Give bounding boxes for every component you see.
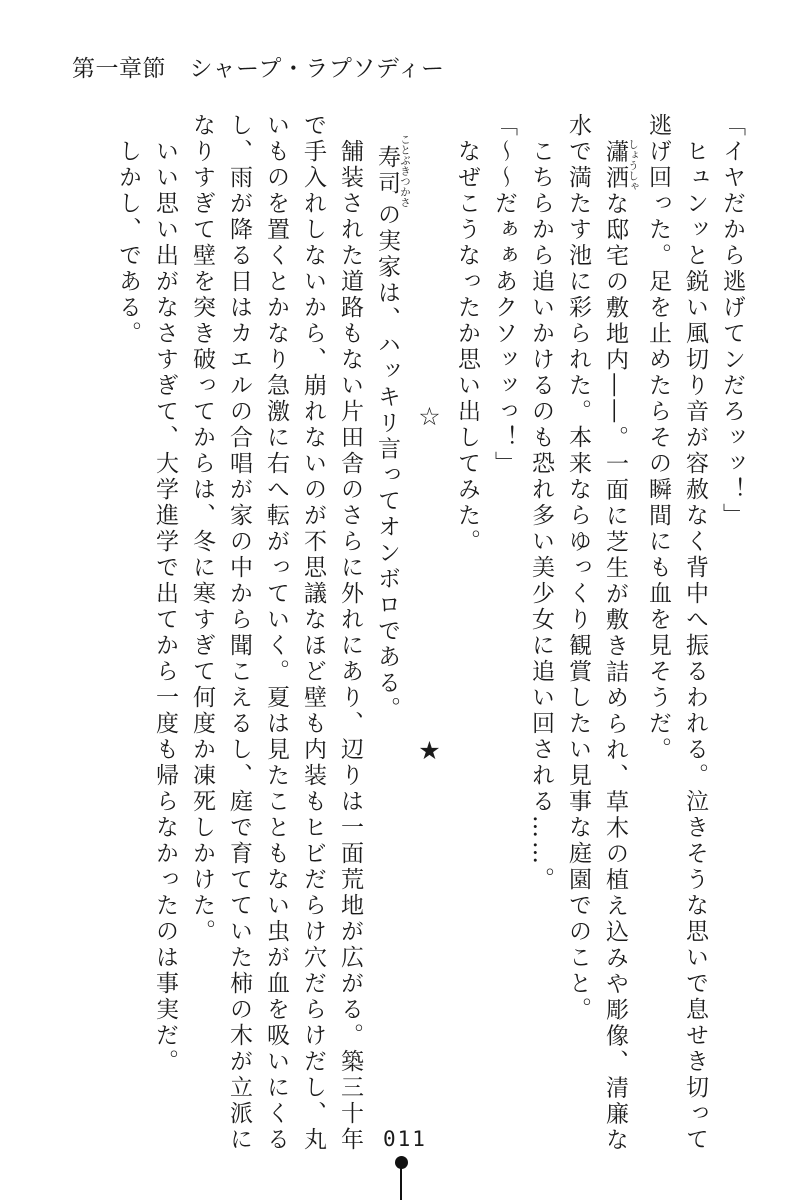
star-open-icon: ☆ — [415, 402, 444, 431]
furigana: ことぶきつかさ — [399, 134, 411, 208]
star-filled-icon: ★ — [415, 736, 444, 765]
text-column: 瀟洒 しょうしゃな邸宅の敷地内――。一面に芝生が敷き詰められ、草木の植え込みや彫像、清廉な — [602, 138, 639, 1154]
text-column: し、雨が降る日はカエルの合唱が家の中から聞こえるし、庭で育てていた柿の木が立派に — [226, 113, 252, 1153]
text-column: なぜこうなったか思い出してみた。 — [454, 113, 480, 555]
text-column: 寿司 ことぶきつかさの実家は、ハッキリ言ってオンボロである。 — [374, 134, 411, 723]
text-column: こちらから追いかけるのも恐れ多い美少女に追い回される……。 — [528, 113, 554, 893]
text-column: で手入れしないから、崩れないのが不思議なほど壁も内装もヒビだらけ穴だらけだし、丸 — [300, 113, 326, 1153]
chapter-running-head: 第一章節 シャープ・ラプソディー — [72, 56, 445, 82]
text-column: 舗装された道路もない片田舎のさらに外れにあり、辺りは一面荒地が広がる。築三十年 — [337, 113, 363, 1153]
text-column: 「～～だぁぁあクソッッっ！」 — [491, 113, 517, 477]
spine-mark-line — [400, 1167, 402, 1200]
text-column: 水で満たす池に彩られた。本来ならゆっくり観賞したい見事な庭園でのこと。 — [565, 113, 591, 1023]
text-column: 「イヤだから逃げてンだろッッ！」 — [719, 113, 745, 529]
text-column: しかし、である。 — [115, 113, 141, 347]
text-columns — [109, 113, 750, 1159]
ruby-annotated-word: 寿司 ことぶきつかさ — [374, 134, 411, 208]
furigana: しょうしゃ — [627, 138, 639, 192]
text-column: なりすぎて壁を突き破ってからは、冬に寒すぎて何度か凍死しかけた。 — [189, 113, 215, 945]
text-column: いものを置くとかなり急激に右へ転がっていく。夏は見たこともない虫が血を吸いにくる — [263, 113, 289, 1153]
page-number: 011 — [383, 1127, 427, 1151]
text-column: 逃げ回った。足を止めたらその瞬間にも血を見そうだ。 — [645, 113, 671, 763]
ruby-annotated-word: 瀟洒 しょうしゃ — [602, 138, 639, 192]
section-separator-column — [411, 113, 448, 1159]
text-column: いい思い出がなさすぎて、大学進学で出てから一度も帰らなかったのは事実だ。 — [152, 113, 178, 1075]
text-column: ヒュンッと鋭い風切り音が容赦なく背中へ振るわれる。泣きそうな思いで息せき切って — [682, 113, 708, 1153]
